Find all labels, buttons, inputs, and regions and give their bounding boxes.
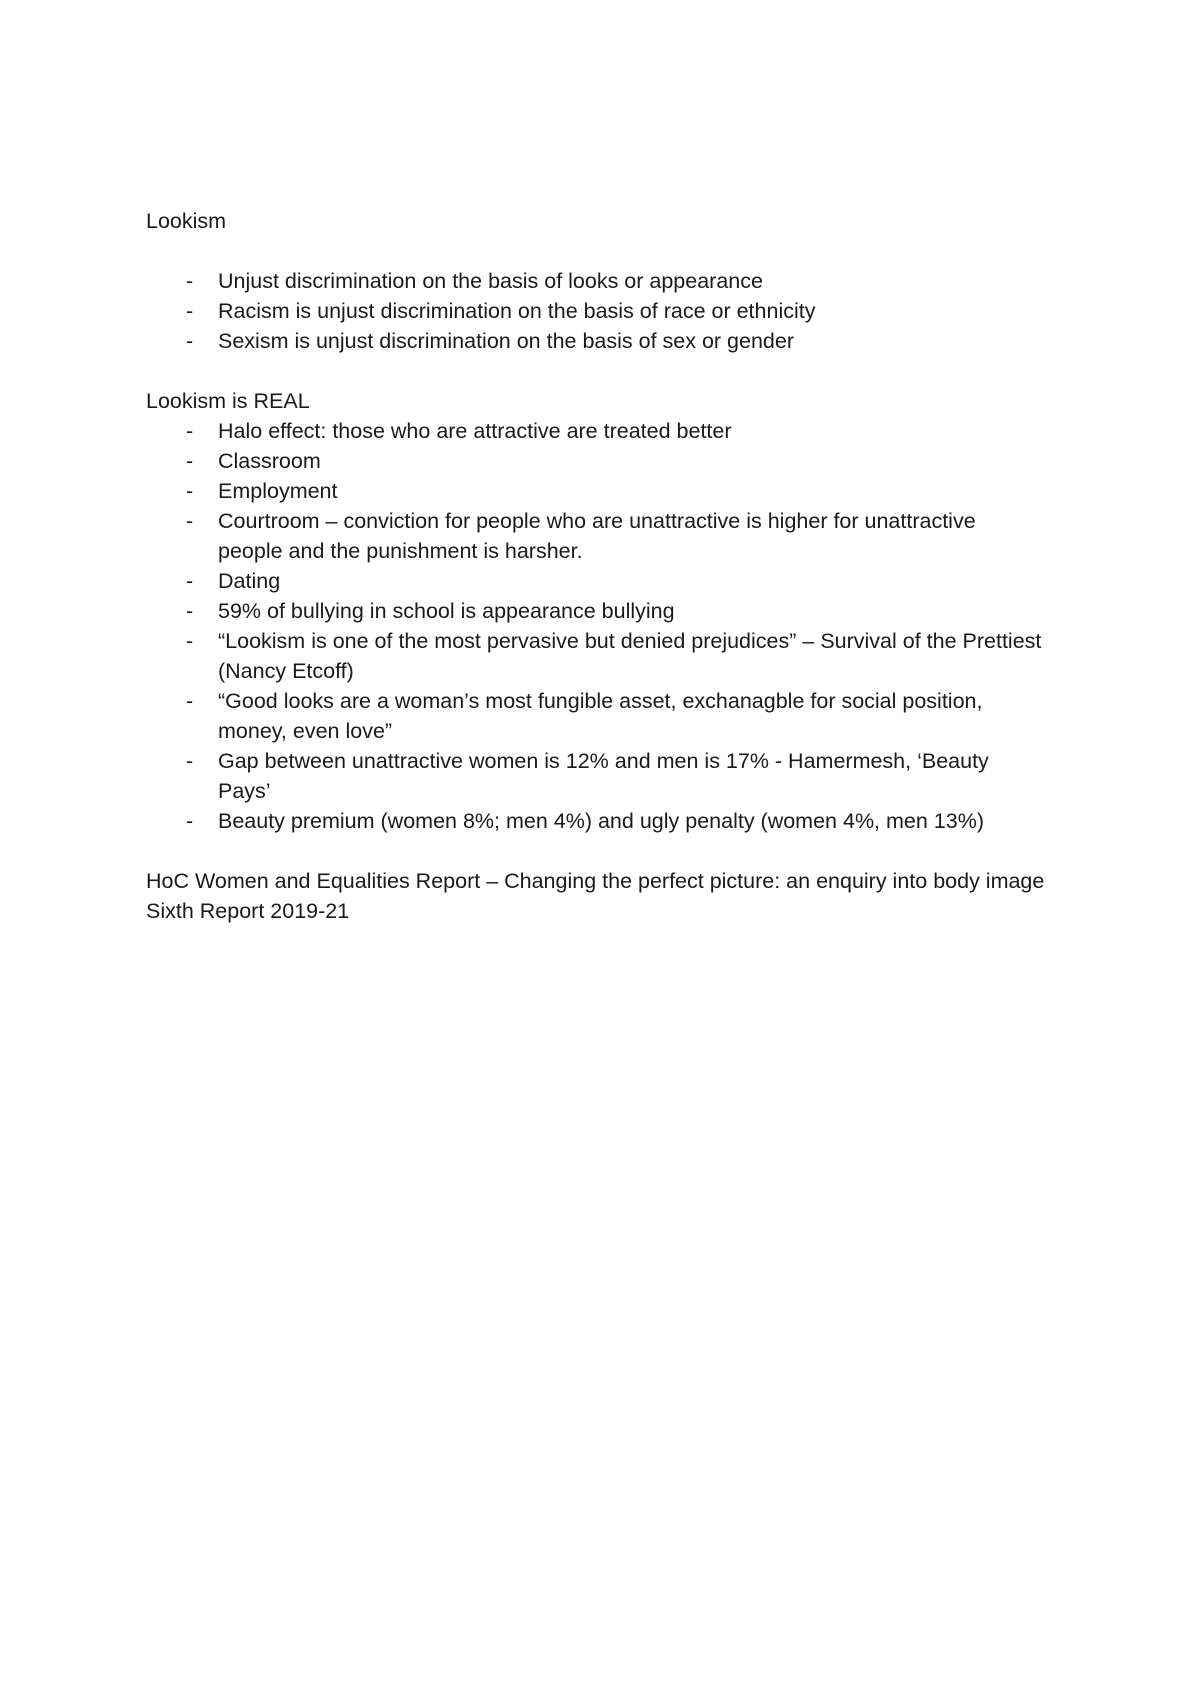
list-item <box>146 506 1046 566</box>
list-item <box>146 686 1046 746</box>
document-body <box>146 206 1046 948</box>
bullet-dash: - <box>186 629 194 653</box>
list-item-text: Gap between unattractive women is 12% and men is 17% - Hamermesh, ‘Beauty Pays’ <box>218 749 989 803</box>
list-item <box>146 266 1046 296</box>
list-item <box>146 566 1046 596</box>
bullet-dash: - <box>186 749 194 773</box>
bullet-dash: - <box>186 449 194 473</box>
bullet-list <box>146 416 1046 836</box>
list-item-text: 59% of bullying in school is appearance bullying <box>218 599 675 623</box>
list-item <box>146 596 1046 626</box>
list-item <box>146 326 1046 356</box>
list-item-text: Unjust discrimination on the basis of looks or appearance <box>218 269 763 293</box>
list-item-text: Courtroom – conviction for people who are unattractive is higher for unattractive people and the punishment is harsher. <box>218 509 976 563</box>
section-lookism <box>146 206 1046 356</box>
list-item <box>146 746 1046 806</box>
list-item-text: Racism is unjust discrimination on the basis of race or ethnicity <box>218 299 816 323</box>
list-item-text: Halo effect: those who are attractive are treated better <box>218 419 732 443</box>
list-item-text: “Lookism is one of the most pervasive but denied prejudices” – Survival of the Prettiest (Nancy Etcoff) <box>218 629 1042 683</box>
bullet-dash: - <box>186 809 194 833</box>
report-reference: HoC Women and Equalities Report – Changing the perfect picture: an enquiry into body image Sixth Report 2019-21 <box>146 869 1045 923</box>
list-item <box>146 806 1046 836</box>
bullet-dash: - <box>186 299 194 323</box>
bullet-dash: - <box>186 599 194 623</box>
bullet-dash: - <box>186 689 194 713</box>
list-item <box>146 626 1046 686</box>
bullet-dash: - <box>186 509 194 533</box>
section-heading: Lookism <box>146 209 227 233</box>
list-item-text: “Good looks are a woman’s most fungible asset, exchanagble for social position, money, even love” <box>218 689 983 743</box>
list-item-text: Sexism is unjust discrimination on the basis of sex or gender <box>218 329 794 353</box>
list-item <box>146 476 1046 506</box>
bullet-dash: - <box>186 419 194 443</box>
bullet-list <box>146 266 1046 356</box>
bullet-dash: - <box>186 329 194 353</box>
bullet-dash: - <box>186 479 194 503</box>
list-item <box>146 296 1046 326</box>
bullet-dash: - <box>186 269 194 293</box>
list-item-text: Employment <box>218 479 338 503</box>
list-item-text: Beauty premium (women 8%; men 4%) and ugly penalty (women 4%, men 13%) <box>218 809 984 833</box>
section-lookism-is-real <box>146 386 1046 836</box>
list-item <box>146 446 1046 476</box>
list-item <box>146 416 1046 446</box>
section-heading: Lookism is REAL <box>146 389 310 413</box>
bullet-dash: - <box>186 569 194 593</box>
list-item-text: Classroom <box>218 449 321 473</box>
list-item-text: Dating <box>218 569 281 593</box>
